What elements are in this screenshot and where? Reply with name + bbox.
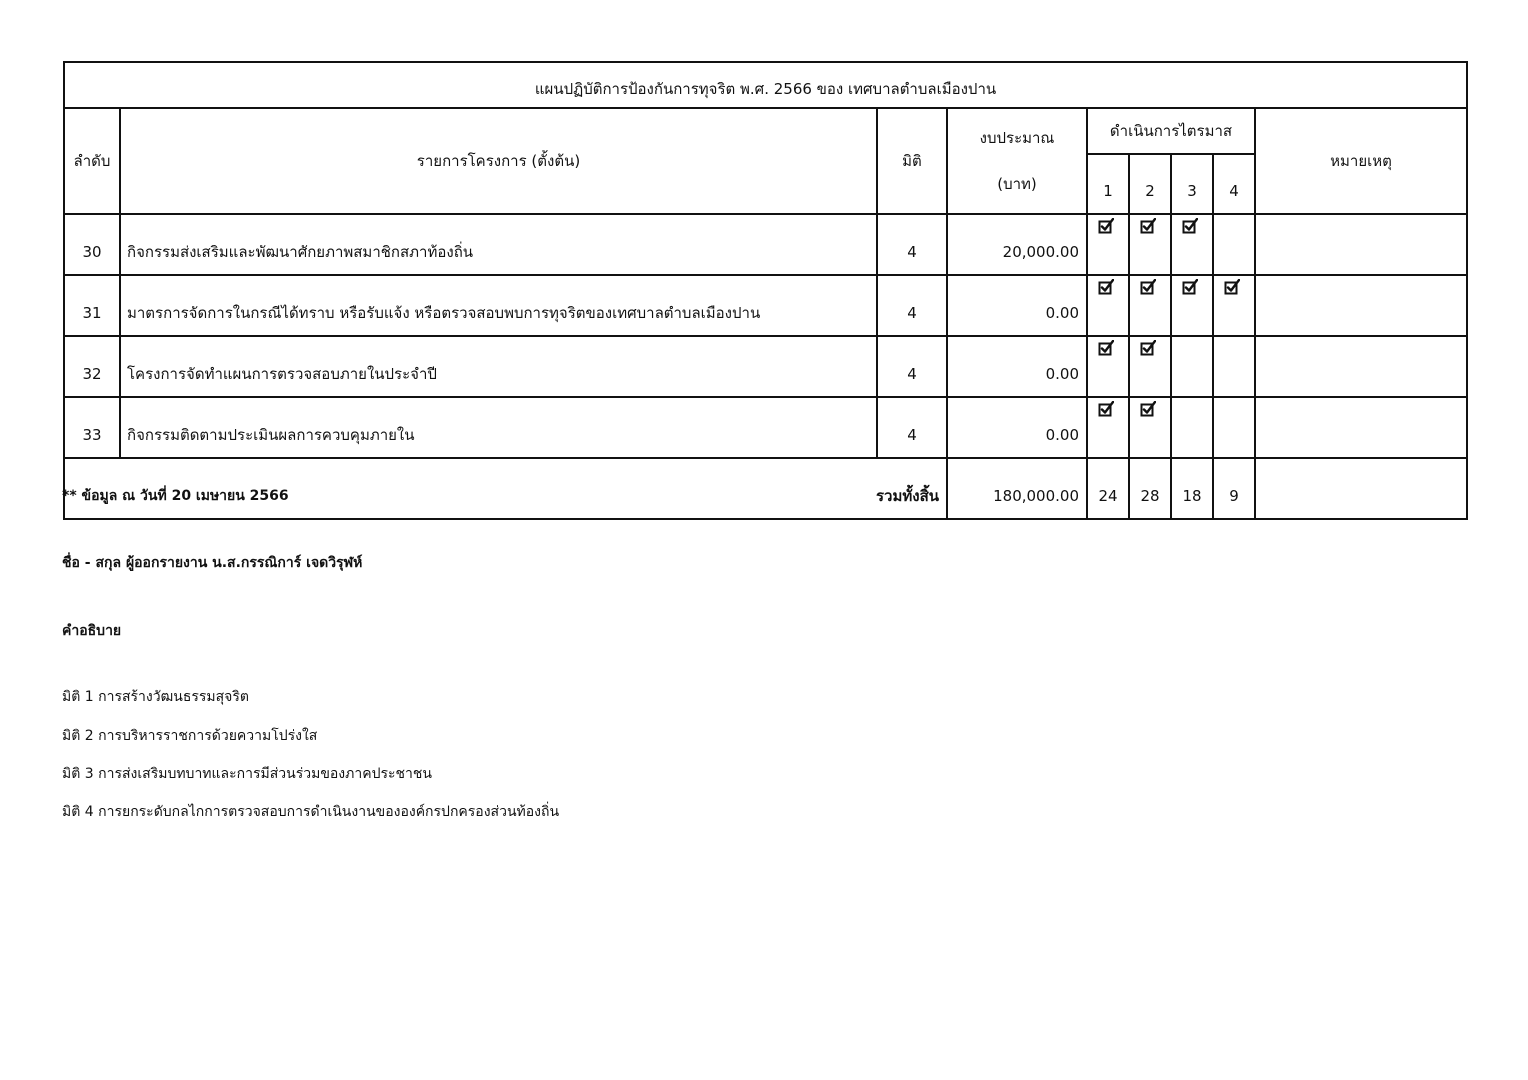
total-label: รวมทั้งสิ้น <box>64 458 947 519</box>
checked-box-icon <box>1140 401 1156 417</box>
total-quarter-2: 28 <box>1129 458 1171 519</box>
checked-box-icon <box>1098 401 1114 417</box>
row-number: 33 <box>64 397 120 458</box>
quarter-cell <box>1213 397 1255 458</box>
header-no: ลำดับ <box>64 108 120 214</box>
remark-cell <box>1255 214 1467 275</box>
dimension-value: 4 <box>877 275 947 336</box>
remark-cell <box>1255 275 1467 336</box>
quarter-cell <box>1129 214 1171 275</box>
header-dimension: มิติ <box>877 108 947 214</box>
table-row <box>64 275 1467 336</box>
quarter-cell <box>1087 275 1129 336</box>
header-budget <box>947 108 1087 214</box>
data-date-note: ** ข้อมูล ณ วันที่ 20 เมษายน 2566 <box>62 488 289 504</box>
quarter-cell <box>1171 397 1213 458</box>
quarter-cell <box>1129 336 1171 397</box>
header-quarter-1: 1 <box>1087 154 1129 214</box>
header-project: รายการโครงการ (ตั้งต้น) <box>120 108 877 214</box>
total-budget: 180,000.00 <box>947 458 1087 519</box>
table-row <box>64 214 1467 275</box>
row-number: 30 <box>64 214 120 275</box>
quarter-cell <box>1171 336 1213 397</box>
header-quarter-2: 2 <box>1129 154 1171 214</box>
checked-box-icon <box>1140 340 1156 356</box>
checked-box-icon <box>1098 218 1114 234</box>
table-row <box>64 336 1467 397</box>
checked-box-icon <box>1182 279 1198 295</box>
dimension-value: 4 <box>877 397 947 458</box>
total-quarter-4: 9 <box>1213 458 1255 519</box>
checked-box-icon <box>1224 279 1240 295</box>
checked-box-icon <box>1140 279 1156 295</box>
quarter-cell <box>1171 214 1213 275</box>
table-title: แผนปฏิบัติการป้องกันการทุจริต พ.ศ. 2566 ของ เทศบาลตำบลเมืองปาน <box>64 62 1467 108</box>
dimension-4-desc: มิติ 4 การยกระดับกลไกการตรวจสอบการดำเนินงานขององค์กรปกครองส่วนท้องถิ่น <box>62 804 560 820</box>
checked-box-icon <box>1098 340 1114 356</box>
quarter-cell <box>1171 275 1213 336</box>
header-quarter-4: 4 <box>1213 154 1255 214</box>
dimension-value: 4 <box>877 336 947 397</box>
header-budget-line1: งบประมาณ <box>979 129 1055 147</box>
dimension-value: 4 <box>877 214 947 275</box>
quarter-cell <box>1129 397 1171 458</box>
row-number: 31 <box>64 275 120 336</box>
header-quarter-3: 3 <box>1171 154 1213 214</box>
quarter-cell <box>1213 214 1255 275</box>
budget-value: 20,000.00 <box>947 214 1087 275</box>
project-name: โครงการจัดทำแผนการตรวจสอบภายในประจำปี <box>120 336 877 397</box>
project-name: กิจกรรมติดตามประเมินผลการควบคุมภายใน <box>120 397 877 458</box>
row-number: 32 <box>64 336 120 397</box>
dimension-3-desc: มิติ 3 การส่งเสริมบทบาทและการมีส่วนร่วมของภาคประชาชน <box>62 766 432 782</box>
quarter-cell <box>1213 336 1255 397</box>
budget-value: 0.00 <box>947 397 1087 458</box>
project-name: มาตรการจัดการในกรณีได้ทราบ หรือรับแจ้ง หรือตรวจสอบพบการทุจริตของเทศบาลตำบลเมืองปาน <box>120 275 877 336</box>
checked-box-icon <box>1098 279 1114 295</box>
plan-table <box>63 61 1468 520</box>
dimension-1-desc: มิติ 1 การสร้างวัฒนธรรมสุจริต <box>62 689 249 705</box>
quarter-cell <box>1087 214 1129 275</box>
quarter-cell <box>1087 397 1129 458</box>
quarter-cell <box>1129 275 1171 336</box>
table-row <box>64 397 1467 458</box>
project-name: กิจกรรมส่งเสริมและพัฒนาศักยภาพสมาชิกสภาท้องถิ่น <box>120 214 877 275</box>
header-budget-line2: (บาท) <box>997 175 1037 193</box>
total-quarter-3: 18 <box>1171 458 1213 519</box>
checked-box-icon <box>1140 218 1156 234</box>
total-remark <box>1255 458 1467 519</box>
budget-value: 0.00 <box>947 275 1087 336</box>
header-quarters: ดำเนินการไตรมาส <box>1087 108 1255 154</box>
header-remark: หมายเหตุ <box>1255 108 1467 214</box>
budget-value: 0.00 <box>947 336 1087 397</box>
reporter-note: ชื่อ - สกุล ผู้ออกรายงาน น.ส.กรรณิการ์ เจดวิรุฬห์ <box>62 555 363 571</box>
remark-cell <box>1255 397 1467 458</box>
dimension-2-desc: มิติ 2 การบริหารราชการด้วยความโปร่งใส <box>62 728 318 744</box>
quarter-cell <box>1213 275 1255 336</box>
legend-title: คำอธิบาย <box>62 623 122 639</box>
checked-box-icon <box>1182 218 1198 234</box>
total-quarter-1: 24 <box>1087 458 1129 519</box>
quarter-cell <box>1087 336 1129 397</box>
remark-cell <box>1255 336 1467 397</box>
